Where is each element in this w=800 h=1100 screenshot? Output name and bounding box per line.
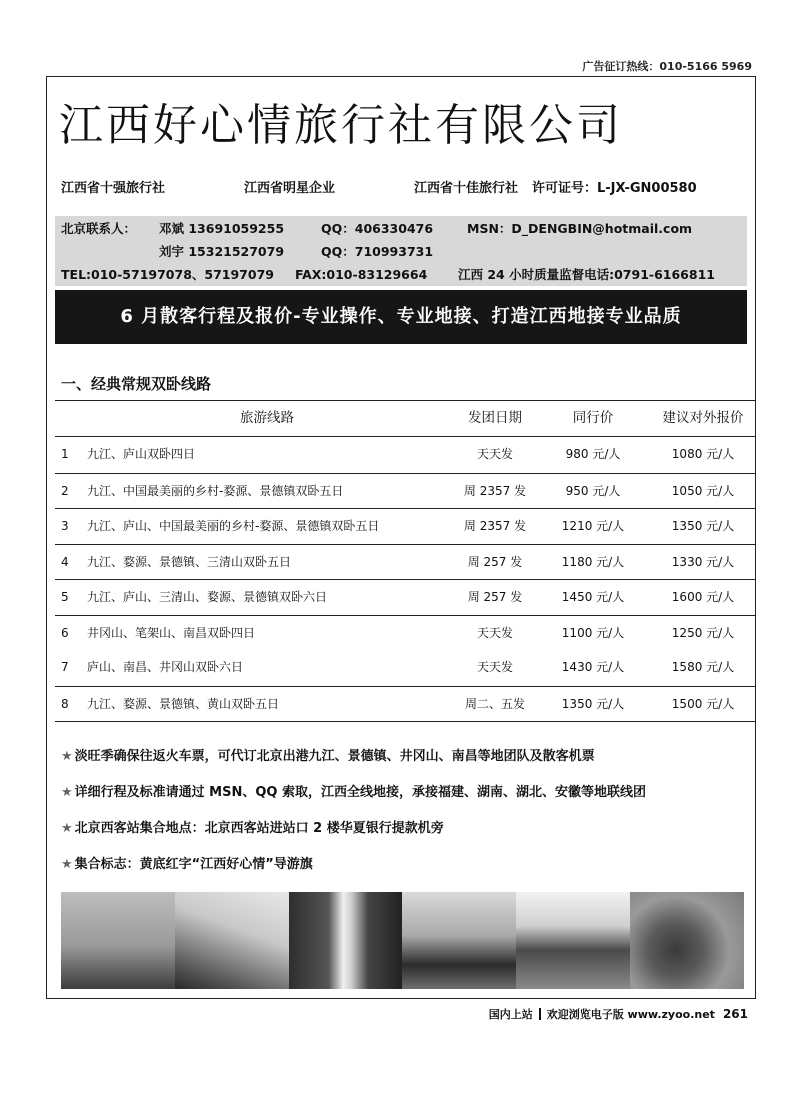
contact-tel: TEL:010-57197078、57197079 [61,267,274,282]
row-route: 九江、庐山、三清山、婺源、景德镇双卧六日 [87,590,328,604]
row-route: 庐山、南昌、井冈山双卧六日 [87,660,244,674]
scenery-photo-clouds [175,892,289,989]
row-number: 1 [61,447,69,461]
star-icon: ★ [61,857,73,872]
row-suggested-price: 1350 元/人 [671,519,735,533]
notes-list [61,747,751,891]
license-number: 许可证号：L-JX-GN00580 [532,181,697,196]
row-number: 5 [61,590,69,604]
quality-hotline: 江西 24 小时质量监督电话:0791-6166811 [458,267,715,282]
row-peer-price: 1430 元/人 [561,660,625,674]
row-date: 天天发 [476,625,513,640]
section-title: 一、经典常规双卧线路 [61,375,212,393]
note-text: 淡旺季确保往返火车票，可代订北京出港九江、景德镇、井冈山、南昌等地团队及散客机票 [74,749,595,764]
row-number: 3 [61,519,69,533]
row-number: 8 [61,696,69,711]
note-item [61,747,751,783]
company-name: 江西好心情旅行社有限公司 [59,100,623,151]
row-date: 天天发 [476,660,513,674]
ad-frame [46,76,756,999]
row-route: 九江、庐山双卧四日 [87,447,196,461]
row-peer-price: 1100 元/人 [561,625,625,640]
table-row [55,544,755,580]
scenery-photo-waterfall [289,892,403,989]
row-route: 九江、庐山、中国最美丽的乡村-婺源、景德镇双卧五日 [87,519,380,533]
contact-row-3 [55,265,747,285]
row-route: 井冈山、笔架山、南昌双卧四日 [87,625,256,640]
row-suggested-price: 1250 元/人 [671,625,735,640]
row-peer-price: 1180 元/人 [561,554,625,569]
footer-divider [539,1008,541,1020]
page-number: 261 [722,1007,748,1021]
table-row [55,508,755,544]
row-peer-price: 1210 元/人 [561,519,625,533]
contact-person-2: 刘宇 15321527079 [159,244,285,259]
row-date: 周二、五发 [464,696,525,711]
contact-qq-2: QQ：710993731 [321,244,434,259]
row-peer-price: 1350 元/人 [561,696,625,711]
header-route: 旅游线路 [240,410,294,426]
note-item [61,819,751,855]
scenery-photo-pine [61,892,175,989]
row-route: 九江、婺源、景德镇、黄山双卧五日 [87,696,280,711]
note-item [61,783,751,819]
row-suggested-price: 1580 元/人 [671,660,735,674]
row-number: 2 [61,483,69,498]
row-suggested-price: 1330 元/人 [671,554,735,569]
row-peer-price: 950 元/人 [565,483,621,498]
page-footer [489,1006,748,1022]
honor-3: 江西省十佳旅行社 [414,181,519,196]
row-number: 6 [61,625,69,640]
note-item [61,855,751,891]
route-table [55,400,755,722]
slogan-banner: 6 月散客行程及报价-专业操作、专业地接、打造江西地接专业品质 [55,290,747,344]
table-row [55,437,755,473]
honors-row [61,177,745,196]
star-icon: ★ [61,749,73,764]
note-text: 集合标志：黄底红字“江西好心情”导游旗 [74,857,313,872]
row-date: 周 2357 发 [463,483,527,498]
footer-site: 欢迎浏览电子版 www.zyoo.net [546,1008,715,1021]
note-text: 详细行程及标准请通过 MSN、QQ 索取，江西全线地接，承接福建、湖南、湖北、安徽等地联线团 [74,785,646,800]
table-row [55,615,755,651]
header-peer-price: 同行价 [572,410,614,426]
table-row [55,686,755,722]
row-suggested-price: 1600 元/人 [671,590,735,604]
header-date: 发团日期 [468,410,522,426]
row-date: 周 2357 发 [463,519,527,533]
row-route: 九江、中国最美丽的乡村-婺源、景德镇双卧五日 [87,483,344,498]
note-text: 北京西客站集合地点：北京西客站进站口 2 楼华夏银行提款机旁 [74,821,444,836]
table-row [55,650,755,686]
row-peer-price: 1450 元/人 [561,590,625,604]
contact-qq-1: QQ：406330476 [321,221,434,236]
honor-2: 江西省明星企业 [244,181,336,196]
star-icon: ★ [61,785,73,800]
row-route: 九江、婺源、景德镇、三清山双卧五日 [87,554,292,569]
row-suggested-price: 1080 元/人 [671,447,735,461]
row-suggested-price: 1050 元/人 [671,483,735,498]
row-date: 周 257 发 [467,590,523,604]
table-header [55,401,755,437]
table-row [55,473,755,509]
contact-row-2 [55,242,747,262]
star-icon: ★ [61,821,73,836]
contact-row-1 [55,219,747,239]
contact-person-1: 邓斌 13691059255 [159,221,285,236]
footer-section: 国内上站 [488,1008,533,1021]
contact-label: 北京联系人： [61,221,137,236]
contact-fax: FAX:010-83129664 [295,267,428,282]
row-number: 7 [61,660,69,674]
scenery-photo-tourists [630,892,744,989]
row-date: 周 257 发 [467,554,523,569]
scenery-photo-mountains [402,892,516,989]
row-peer-price: 980 元/人 [565,447,621,461]
scenery-photo-village [516,892,630,989]
contact-msn: MSN：D_DENGBIN@hotmail.com [467,221,693,236]
contact-block [55,216,747,286]
row-suggested-price: 1500 元/人 [671,696,735,711]
row-number: 4 [61,554,69,569]
ad-hotline: 广告征订热线：010-5166 5969 [582,60,752,73]
header-suggested-price: 建议对外报价 [662,410,744,426]
row-date: 天天发 [476,447,513,461]
scenery-photo-strip [61,892,744,989]
honor-1: 江西省十强旅行社 [61,181,166,196]
table-row [55,579,755,615]
